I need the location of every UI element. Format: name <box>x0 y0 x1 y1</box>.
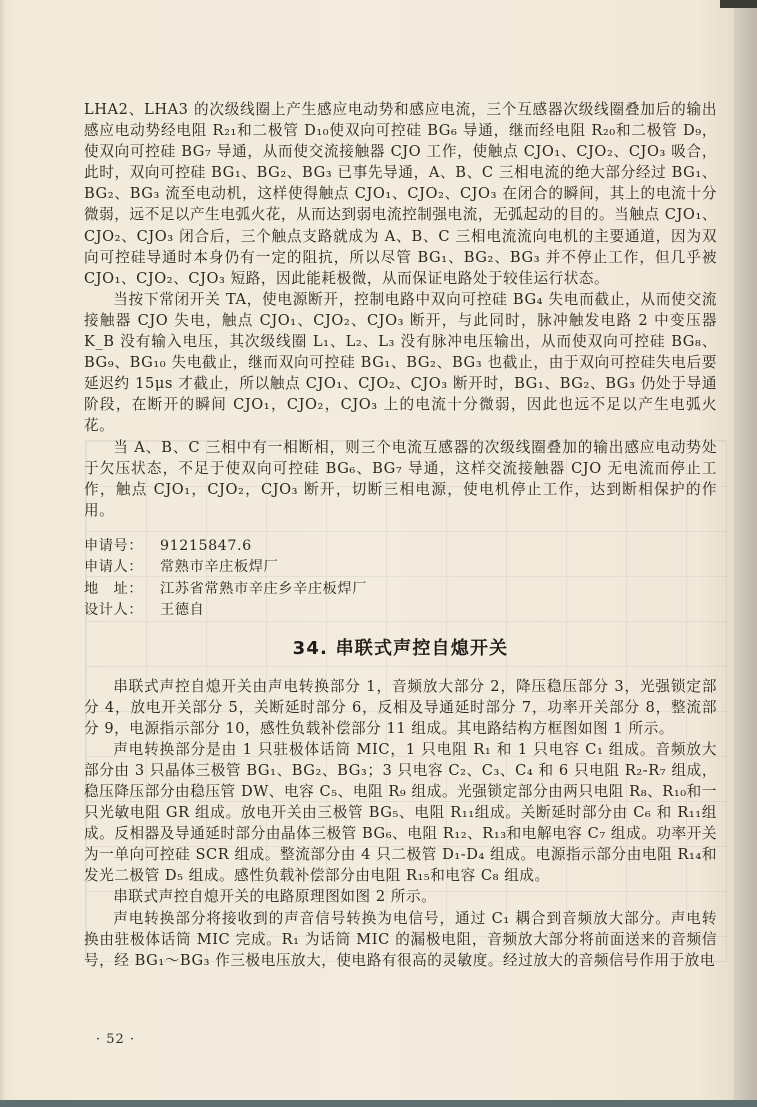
paragraph-operation: 声电转换部分将接收到的声音信号转换为电信号，通过 C₁ 耦合到音频放大部分。声电转换由驻极体话筒 MIC 完成。R₁ 为话筒 MIC 的漏极电阻，音频放大部分将前面送来的音频信号，经 BG₁～BG₃ 作三极电压放大，使电路有很高的灵敏度。经过放大的音频信号作用于放电 <box>84 909 717 969</box>
scanner-corner <box>720 0 757 8</box>
designer-line <box>84 600 717 621</box>
paragraph-switch-off: 当按下常闭开关 TA，使电源断开，控制电路中双向可控硅 BG₄ 失电而截止，从而使交流接触器 CJO 失电，触点 CJO₁、CJO₂、CJO₃ 断开，与此同时，脉冲触发电路 2 中变压器 K_B 没有输入电压，其次级线圈 L₁、L₂、L₃ 没有脉冲电压输出，从而使双向可控硅 BG₈、BG₉、BG₁₀ 失电截止，继而双向可控硅 BG₁、BG₂、BG₃ 也截止，由于双向可控硅失电后要延迟约 15μs 才截止，所以触点 CJO₁、CJO₂、CJO₃ 断开时，BG₁、BG₂、BG₃ 仍处于导通阶段，在断开的瞬间 CJO₁，CJO₂，CJO₃ 上的电流十分微弱，因此也远不足以产生电弧火花。 <box>84 290 717 435</box>
paragraph-phase-loss: 当 A、B、C 三相中有一相断相，则三个电流互感器的次级线圈叠加的输出感应电动势处于欠压状态，不足于使双向可控硅 BG₆、BG₇ 导通，这样交流接触器 CJO 无电流而停止工作，触点 CJO₁，CJO₂，CJO₃ 断开，切断三相电源，使电机停止工作，达到断相保护的作用。 <box>84 438 717 519</box>
applicant-value: 常熟市辛庄板焊厂 <box>160 559 279 576</box>
paragraph-figure-ref: 串联式声控自熄开关的电路原理图如图 2 所示。 <box>113 888 437 906</box>
application-info <box>84 536 717 622</box>
scanner-bed <box>0 1100 757 1107</box>
page-content <box>84 99 717 971</box>
applicant-label: 申请人： <box>84 559 143 576</box>
section-title: 34. 串联式声控自熄开关 <box>292 637 509 659</box>
address-line <box>84 579 717 600</box>
application-number-label: 申请号： <box>84 537 143 554</box>
application-number-line <box>84 536 717 557</box>
address-label: 地 址： <box>84 580 143 597</box>
application-number-value: 91215847.6 <box>160 537 252 554</box>
paragraph-continuation: LHA2、LHA3 的次级线圈上产生感应电动势和感应电流，三个互感器次级线圈叠加后的输出感应电动势经电阻 R₂₁和二极管 D₁₀使双向可控硅 BG₆ 导通，继而经电阻 R₂₀和二极管 D₉，使双向可控硅 BG₇ 导通，从而使交流接触器 CJO 工作，使触点 CJO₁、CJO₂、CJO₃ 吸合，此时，双向可控硅 BG₁、BG₂、BG₃ 已事先导通，A、B、C 三相电流的绝大部分经过 BG₁、BG₂、BG₃ 流至电动机，这样使得触点 CJO₁、CJO₂、CJO₃ 在闭合的瞬间，其上的电流十分微弱，远不足以产生电弧火花，从而达到弱电流控制强电流，无弧起动的目的。当触点 CJO₁、CJO₂、CJO₃ 闭合后，三个触点支路就成为 A、B、C 三相电流流向电机的主要通道，因为双向可控硅导通时本身仍有一定的阻抗，所以尽管 BG₁、BG₂、BG₃ 并不停止工作，但几乎被 CJO₁、CJO₂、CJO₃ 短路，因此能耗极微，从而保证电路处于较佳运行状态。 <box>84 101 717 287</box>
paragraph-overview: 串联式声控自熄开关由声电转换部分 1，音频放大部分 2，降压稳压部分 3，光强锁定部分 4，放电开关部分 5，关断延时部分 6，反相及导通延时部分 7，功率开关部分 8，整流部分 9，电源指示部分 10，感性负载补偿部分 11 组成。其电路结构方框图如图 1 所示。 <box>84 677 717 737</box>
applicant-line <box>84 557 717 578</box>
page-number: · 52 · <box>96 1032 136 1047</box>
designer-label: 设计人： <box>84 602 143 619</box>
designer-value: 王德自 <box>160 602 205 619</box>
address-value: 江苏省常熟市辛庄乡辛庄板焊厂 <box>160 580 368 597</box>
page-edge-shadow <box>734 8 757 1100</box>
paragraph-components: 声电转换部分是由 1 只驻极体话筒 MIC，1 只电阻 R₁ 和 1 只电容 C₁ 组成。音频放大部分由 3 只晶体三极管 BG₁、BG₂、BG₃；3 只电容 C₂、C₃、C₄ 和 6 只电阻 R₂-R₇ 组成，稳压降压部分由稳压管 DW、电容 C₅、电阻 R₉ 组成。光强锁定部分由两只电阻 R₈、R₁₀和一只光敏电阻 GR 组成。放电开关由三极管 BG₅、电阻 R₁₁组成。关断延时部分由 C₆ 和 R₁₁组成。反相器及导通延时部分由晶体三极管 BG₆、电阻 R₁₂、R₁₃和电解电容 C₇ 组成。功率开关为一单向可控硅 SCR 组成。整流部分由 4 只二极管 D₁-D₄ 组成。电源指示部分由电阻 R₁₄和发光二极管 D₅ 组成。感性负载补偿部分由电阻 R₁₅和电容 C₈ 组成。 <box>84 740 717 885</box>
